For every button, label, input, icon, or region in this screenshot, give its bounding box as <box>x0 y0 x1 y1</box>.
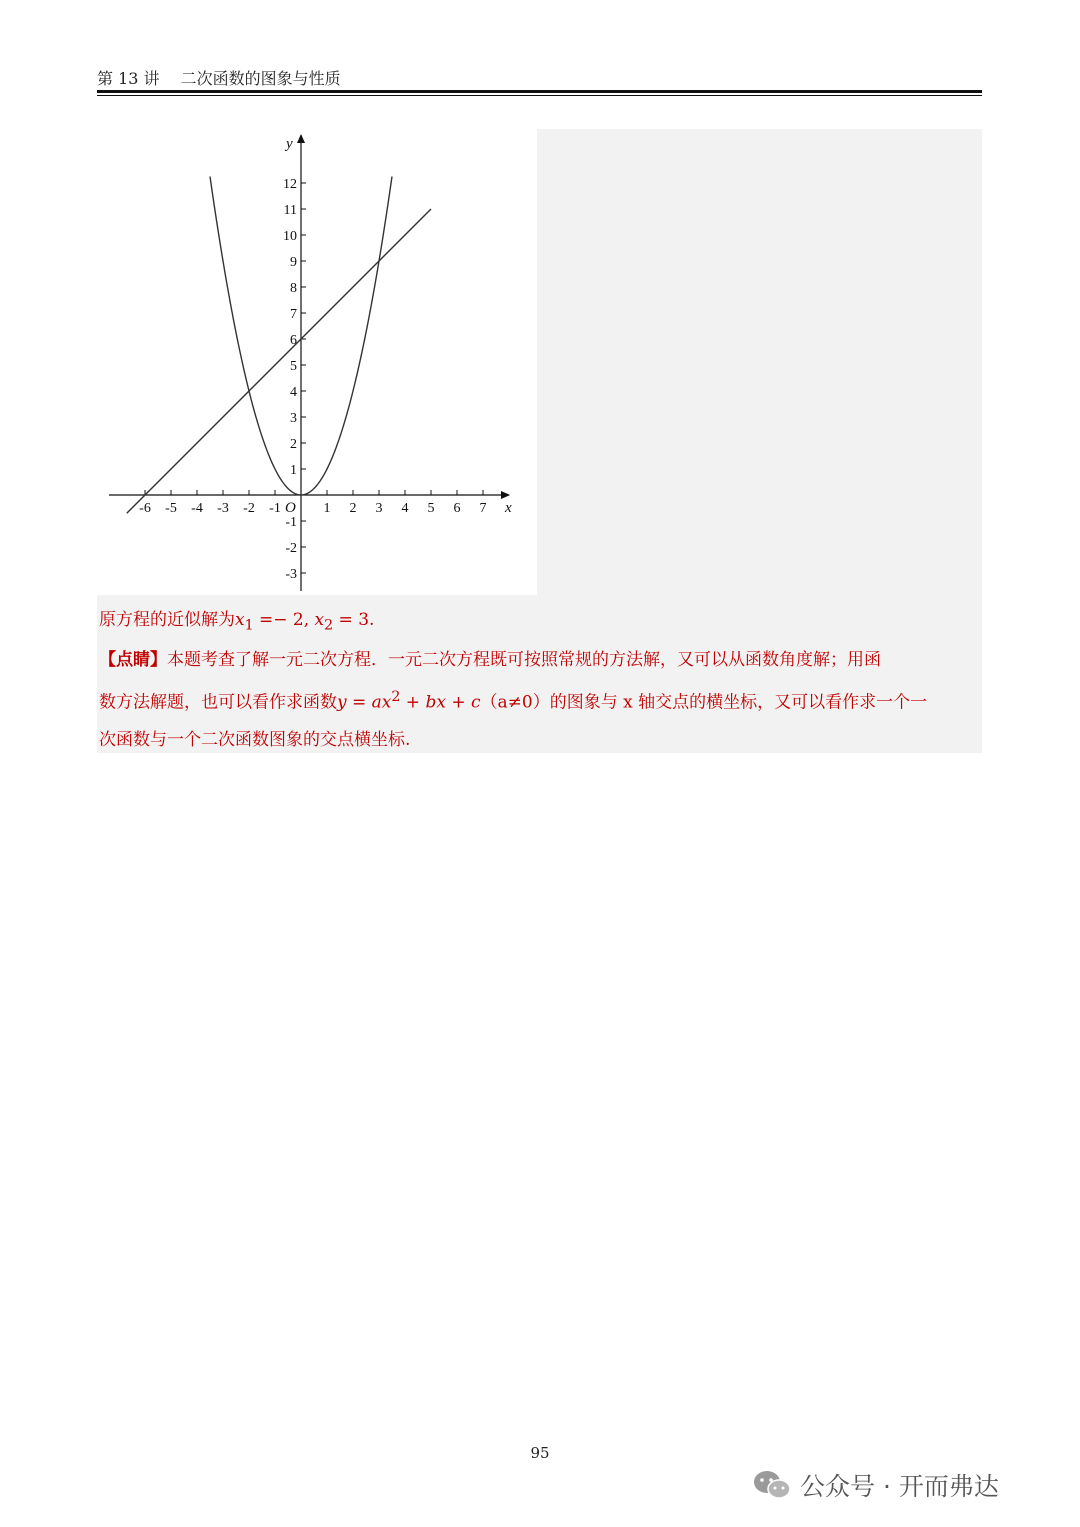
page-number: 95 <box>530 1444 550 1462</box>
watermark-text: 公众号 · 开而弗达 <box>800 1472 999 1501</box>
header-rule-thick <box>97 90 982 93</box>
y-tick-label: 3 <box>290 411 297 426</box>
function-graph <box>97 129 537 595</box>
origin-label: O <box>285 500 296 516</box>
x2-subscript: 2 <box>324 617 334 634</box>
y-tick-label: 1 <box>290 463 297 478</box>
solution-line <box>99 606 979 639</box>
solution-prefix: 原方程的近似解为 <box>99 610 235 630</box>
y-tick-label: 5 <box>290 359 297 374</box>
comment-tag: 【点睛】 <box>99 650 167 670</box>
x2-variable: x <box>314 610 325 630</box>
y-tick-label: -2 <box>285 541 297 556</box>
y-tick-label: 11 <box>283 203 297 218</box>
x-tick-label: 6 <box>453 501 461 516</box>
x-tick-label: 2 <box>349 501 357 516</box>
lesson-topic: 二次函数的图象与性质 <box>180 69 341 88</box>
watermark <box>752 1467 999 1503</box>
x1-subscript: 1 <box>244 617 254 634</box>
x-tick-label: -6 <box>139 501 151 516</box>
comment-block <box>99 642 981 759</box>
x-tick-label: -1 <box>269 501 281 516</box>
y-tick-label: 2 <box>290 437 297 452</box>
x2-value: = 3. <box>333 610 375 630</box>
axis-ticks <box>139 177 486 582</box>
y-tick-label: 6 <box>290 333 297 348</box>
y-tick-label: -3 <box>285 567 297 582</box>
comment-line-3: 次函数与一个二次函数图象的交点横坐标. <box>99 729 411 750</box>
x-tick-label: -4 <box>191 501 203 516</box>
comment-line-1: 本题考查了解一元二次方程．一元二次方程既可按照常规的方法解，又可以从函数角度解；用函 <box>167 650 881 670</box>
linear-line <box>127 209 431 513</box>
x-tick-label: 3 <box>375 501 383 516</box>
x-tick-label: -3 <box>217 501 229 516</box>
y-tick-label: 8 <box>290 281 297 296</box>
y-tick-label: 4 <box>290 385 297 400</box>
y-axis-label: y <box>286 136 293 152</box>
y-tick-label: 10 <box>283 229 297 244</box>
x-tick-label: -5 <box>165 501 177 516</box>
formula-exponent: 2 <box>391 689 401 705</box>
x1-value: =− 2, <box>253 610 315 630</box>
y-tick-label: 7 <box>290 307 297 322</box>
wechat-icon <box>752 1469 792 1501</box>
x-tick-label: 4 <box>401 501 409 516</box>
comment-line-2b: 的图象与 x 轴交点的横坐标，又可以看作求一个一 <box>549 692 928 713</box>
y-tick-label: 12 <box>283 177 297 192</box>
x-axis-label: x <box>505 500 512 516</box>
x1-variable: x <box>235 610 245 630</box>
comment-line-2a: 数方法解题，也可以看作求函数 <box>99 692 337 713</box>
formula-tail: + bx + c <box>400 692 481 713</box>
page-header <box>97 66 982 88</box>
lesson-number: 第 13 讲 <box>97 69 160 88</box>
x-tick-label: -2 <box>243 501 255 516</box>
x-tick-label: 5 <box>427 501 435 516</box>
header-rule-thin <box>97 95 982 96</box>
graph-svg <box>97 129 537 595</box>
formula-condition: （a≠0） <box>480 692 550 713</box>
y-tick-label: 9 <box>290 255 297 270</box>
y-tick-label: -1 <box>285 515 297 530</box>
x-tick-label: 7 <box>479 501 487 516</box>
formula-main: y = ax <box>337 692 392 713</box>
x-tick-label: 1 <box>323 501 331 516</box>
